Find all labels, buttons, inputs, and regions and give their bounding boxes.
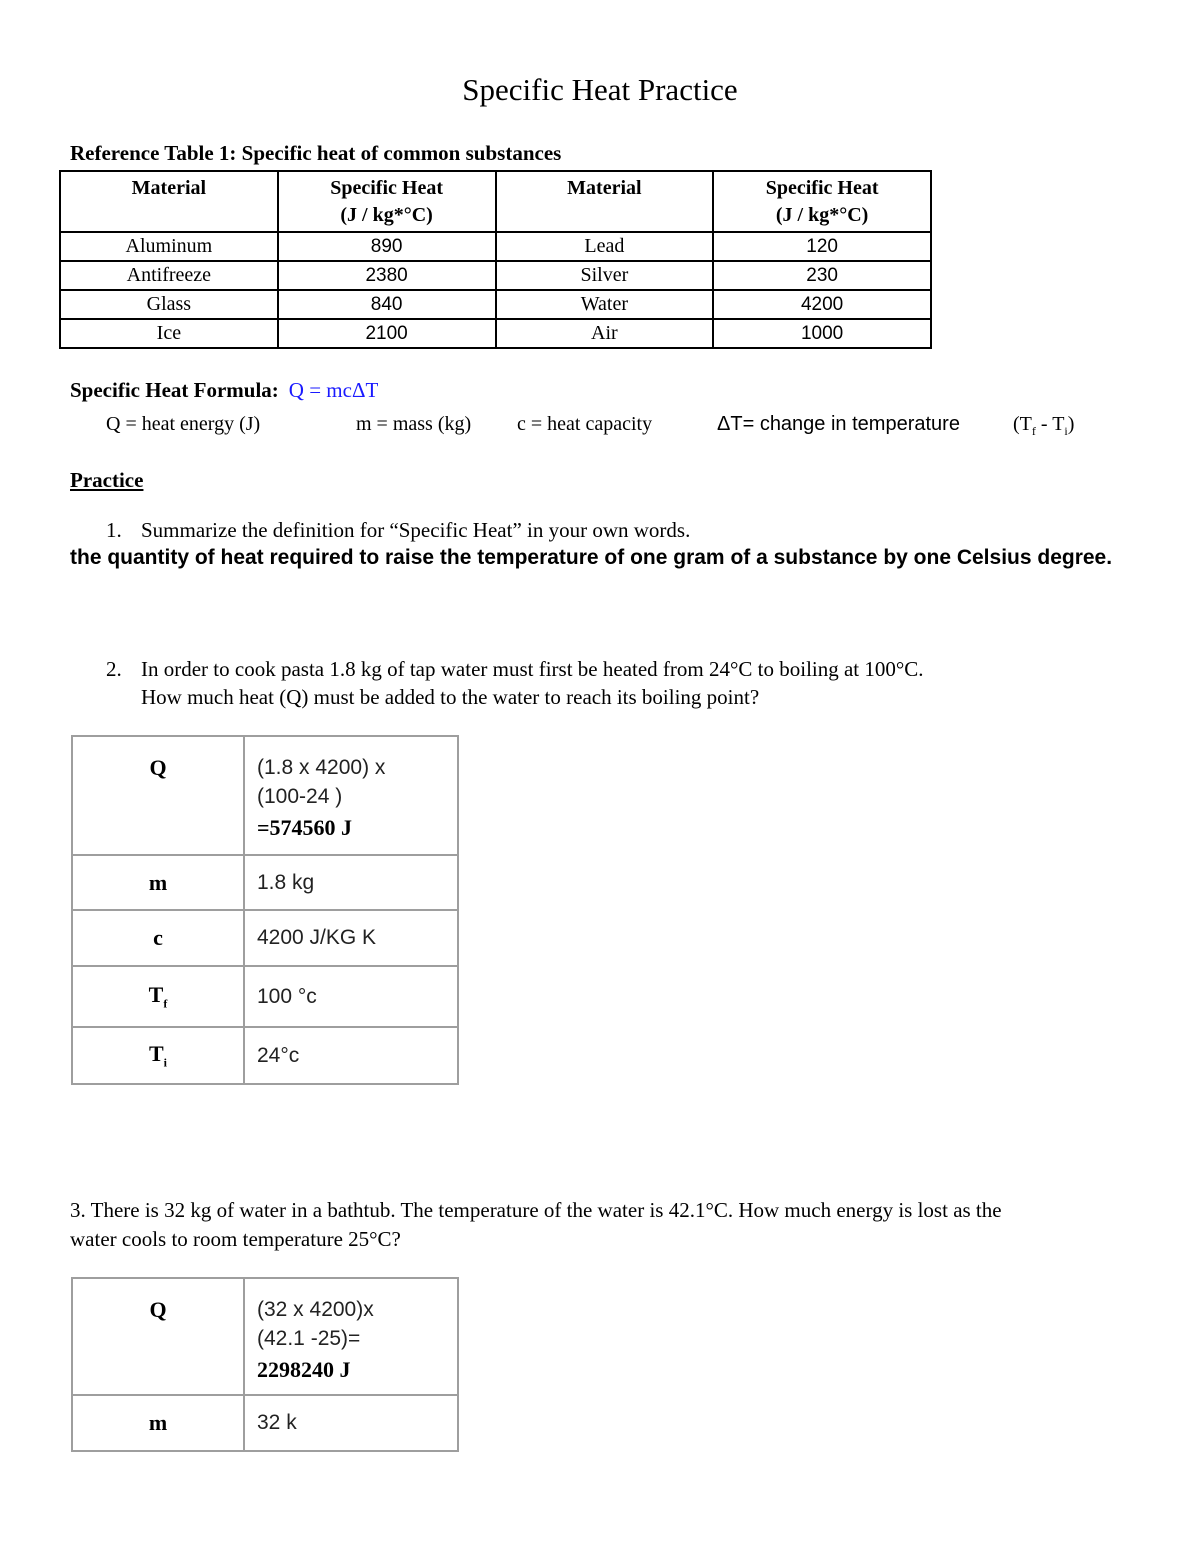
q-label: Q bbox=[72, 736, 244, 855]
material-cell: Glass bbox=[60, 290, 278, 319]
table-row bbox=[72, 1027, 458, 1084]
reference-table-caption: Reference Table 1: Specific heat of common substances bbox=[70, 141, 562, 165]
definition-m: m = mass (kg) bbox=[356, 413, 472, 435]
specific-heat-cell: 230 bbox=[713, 261, 931, 290]
practice-heading: Practice bbox=[70, 468, 144, 492]
table-row bbox=[60, 290, 931, 319]
m-label: m bbox=[72, 1395, 244, 1451]
specific-heat-cell: 2100 bbox=[278, 319, 496, 348]
table-row bbox=[60, 232, 931, 261]
m-value: 1.8 kg bbox=[244, 855, 458, 910]
specific-heat-cell: 4200 bbox=[713, 290, 931, 319]
material-cell: Lead bbox=[496, 232, 714, 261]
table-row bbox=[72, 1278, 458, 1395]
question-2-text-line2: How much heat (Q) must be added to the water to reach its boiling point? bbox=[141, 685, 760, 709]
specific-heat-cell: 2380 bbox=[278, 261, 496, 290]
definition-q: Q = heat energy (J) bbox=[106, 413, 261, 435]
question-2-text-line1: In order to cook pasta 1.8 kg of tap water must first be heated from 24°C to boiling at 100°C. bbox=[141, 657, 924, 681]
material-cell: Water bbox=[496, 290, 714, 319]
question-3-text-line1: 3. There is 32 kg of water in a bathtub. The temperature of the water is 42.1°C. How much energy is lost as the bbox=[70, 1198, 1002, 1222]
formula-label: Specific Heat Formula: bbox=[70, 378, 279, 402]
reference-table bbox=[59, 170, 932, 349]
q-calc-line1: (32 x 4200)x bbox=[257, 1298, 374, 1321]
q-calc-line2: (100-24 ) bbox=[257, 785, 343, 808]
header-specific-heat-2: Specific Heat (J / kg*°C) bbox=[713, 171, 931, 232]
question-2-work-table bbox=[71, 735, 459, 1085]
tf-value: 100 °c bbox=[244, 966, 458, 1027]
table-row bbox=[60, 261, 931, 290]
c-label: c bbox=[72, 910, 244, 966]
table-row bbox=[72, 910, 458, 966]
m-value: 32 k bbox=[244, 1395, 458, 1451]
specific-heat-cell: 1000 bbox=[713, 319, 931, 348]
question-3-work-table bbox=[71, 1277, 459, 1452]
question-1-text: Summarize the definition for “Specific Heat” in your own words. bbox=[141, 518, 691, 542]
ti-value: 24°c bbox=[244, 1027, 458, 1084]
table-row bbox=[72, 966, 458, 1027]
q-result: 2298240 J bbox=[257, 1357, 351, 1382]
delta-t-expression: $(T_f - T_i)$ bbox=[1013, 413, 1075, 438]
material-cell: Antifreeze bbox=[60, 261, 278, 290]
definition-delta-t: ΔT= change in temperature bbox=[717, 413, 960, 435]
specific-heat-cell: 120 bbox=[713, 232, 931, 261]
q-result: =574560 J bbox=[257, 815, 353, 840]
ti-label: $T_i$ bbox=[72, 1027, 244, 1084]
table-row bbox=[72, 736, 458, 855]
q-value bbox=[244, 736, 458, 855]
reference-header-row bbox=[60, 171, 931, 232]
question-2-number: 2. bbox=[106, 657, 122, 681]
q-value bbox=[244, 1278, 458, 1395]
formula-equation: Q = mcΔT bbox=[288, 378, 379, 402]
page-title: Specific Heat Practice bbox=[462, 72, 738, 107]
question-1-answer: the quantity of heat required to raise the temperature of one gram of a substance by one Celsius degree. bbox=[70, 546, 1113, 569]
tf-label: $T_f$ bbox=[72, 966, 244, 1027]
question-3-text-line2: water cools to room temperature 25°C? bbox=[70, 1227, 401, 1251]
definition-c: c = heat capacity bbox=[517, 413, 653, 435]
header-material-1: Material bbox=[60, 171, 278, 232]
table-row bbox=[72, 1395, 458, 1451]
material-cell: Aluminum bbox=[60, 232, 278, 261]
q-calc-line2: (42.1 -25)= bbox=[257, 1327, 361, 1350]
header-material-2: Material bbox=[496, 171, 714, 232]
table-row bbox=[72, 855, 458, 910]
c-value: 4200 J/KG K bbox=[244, 910, 458, 966]
header-specific-heat-1: Specific Heat (J / kg*°C) bbox=[278, 171, 496, 232]
material-cell: Silver bbox=[496, 261, 714, 290]
material-cell: Air bbox=[496, 319, 714, 348]
specific-heat-cell: 890 bbox=[278, 232, 496, 261]
table-row bbox=[60, 319, 931, 348]
m-label: m bbox=[72, 855, 244, 910]
q-calc-line1: (1.8 x 4200) x bbox=[257, 756, 386, 779]
material-cell: Ice bbox=[60, 319, 278, 348]
question-1-number: 1. bbox=[106, 518, 122, 542]
formula-line bbox=[70, 378, 378, 403]
specific-heat-cell: 840 bbox=[278, 290, 496, 319]
q-label: Q bbox=[72, 1278, 244, 1395]
